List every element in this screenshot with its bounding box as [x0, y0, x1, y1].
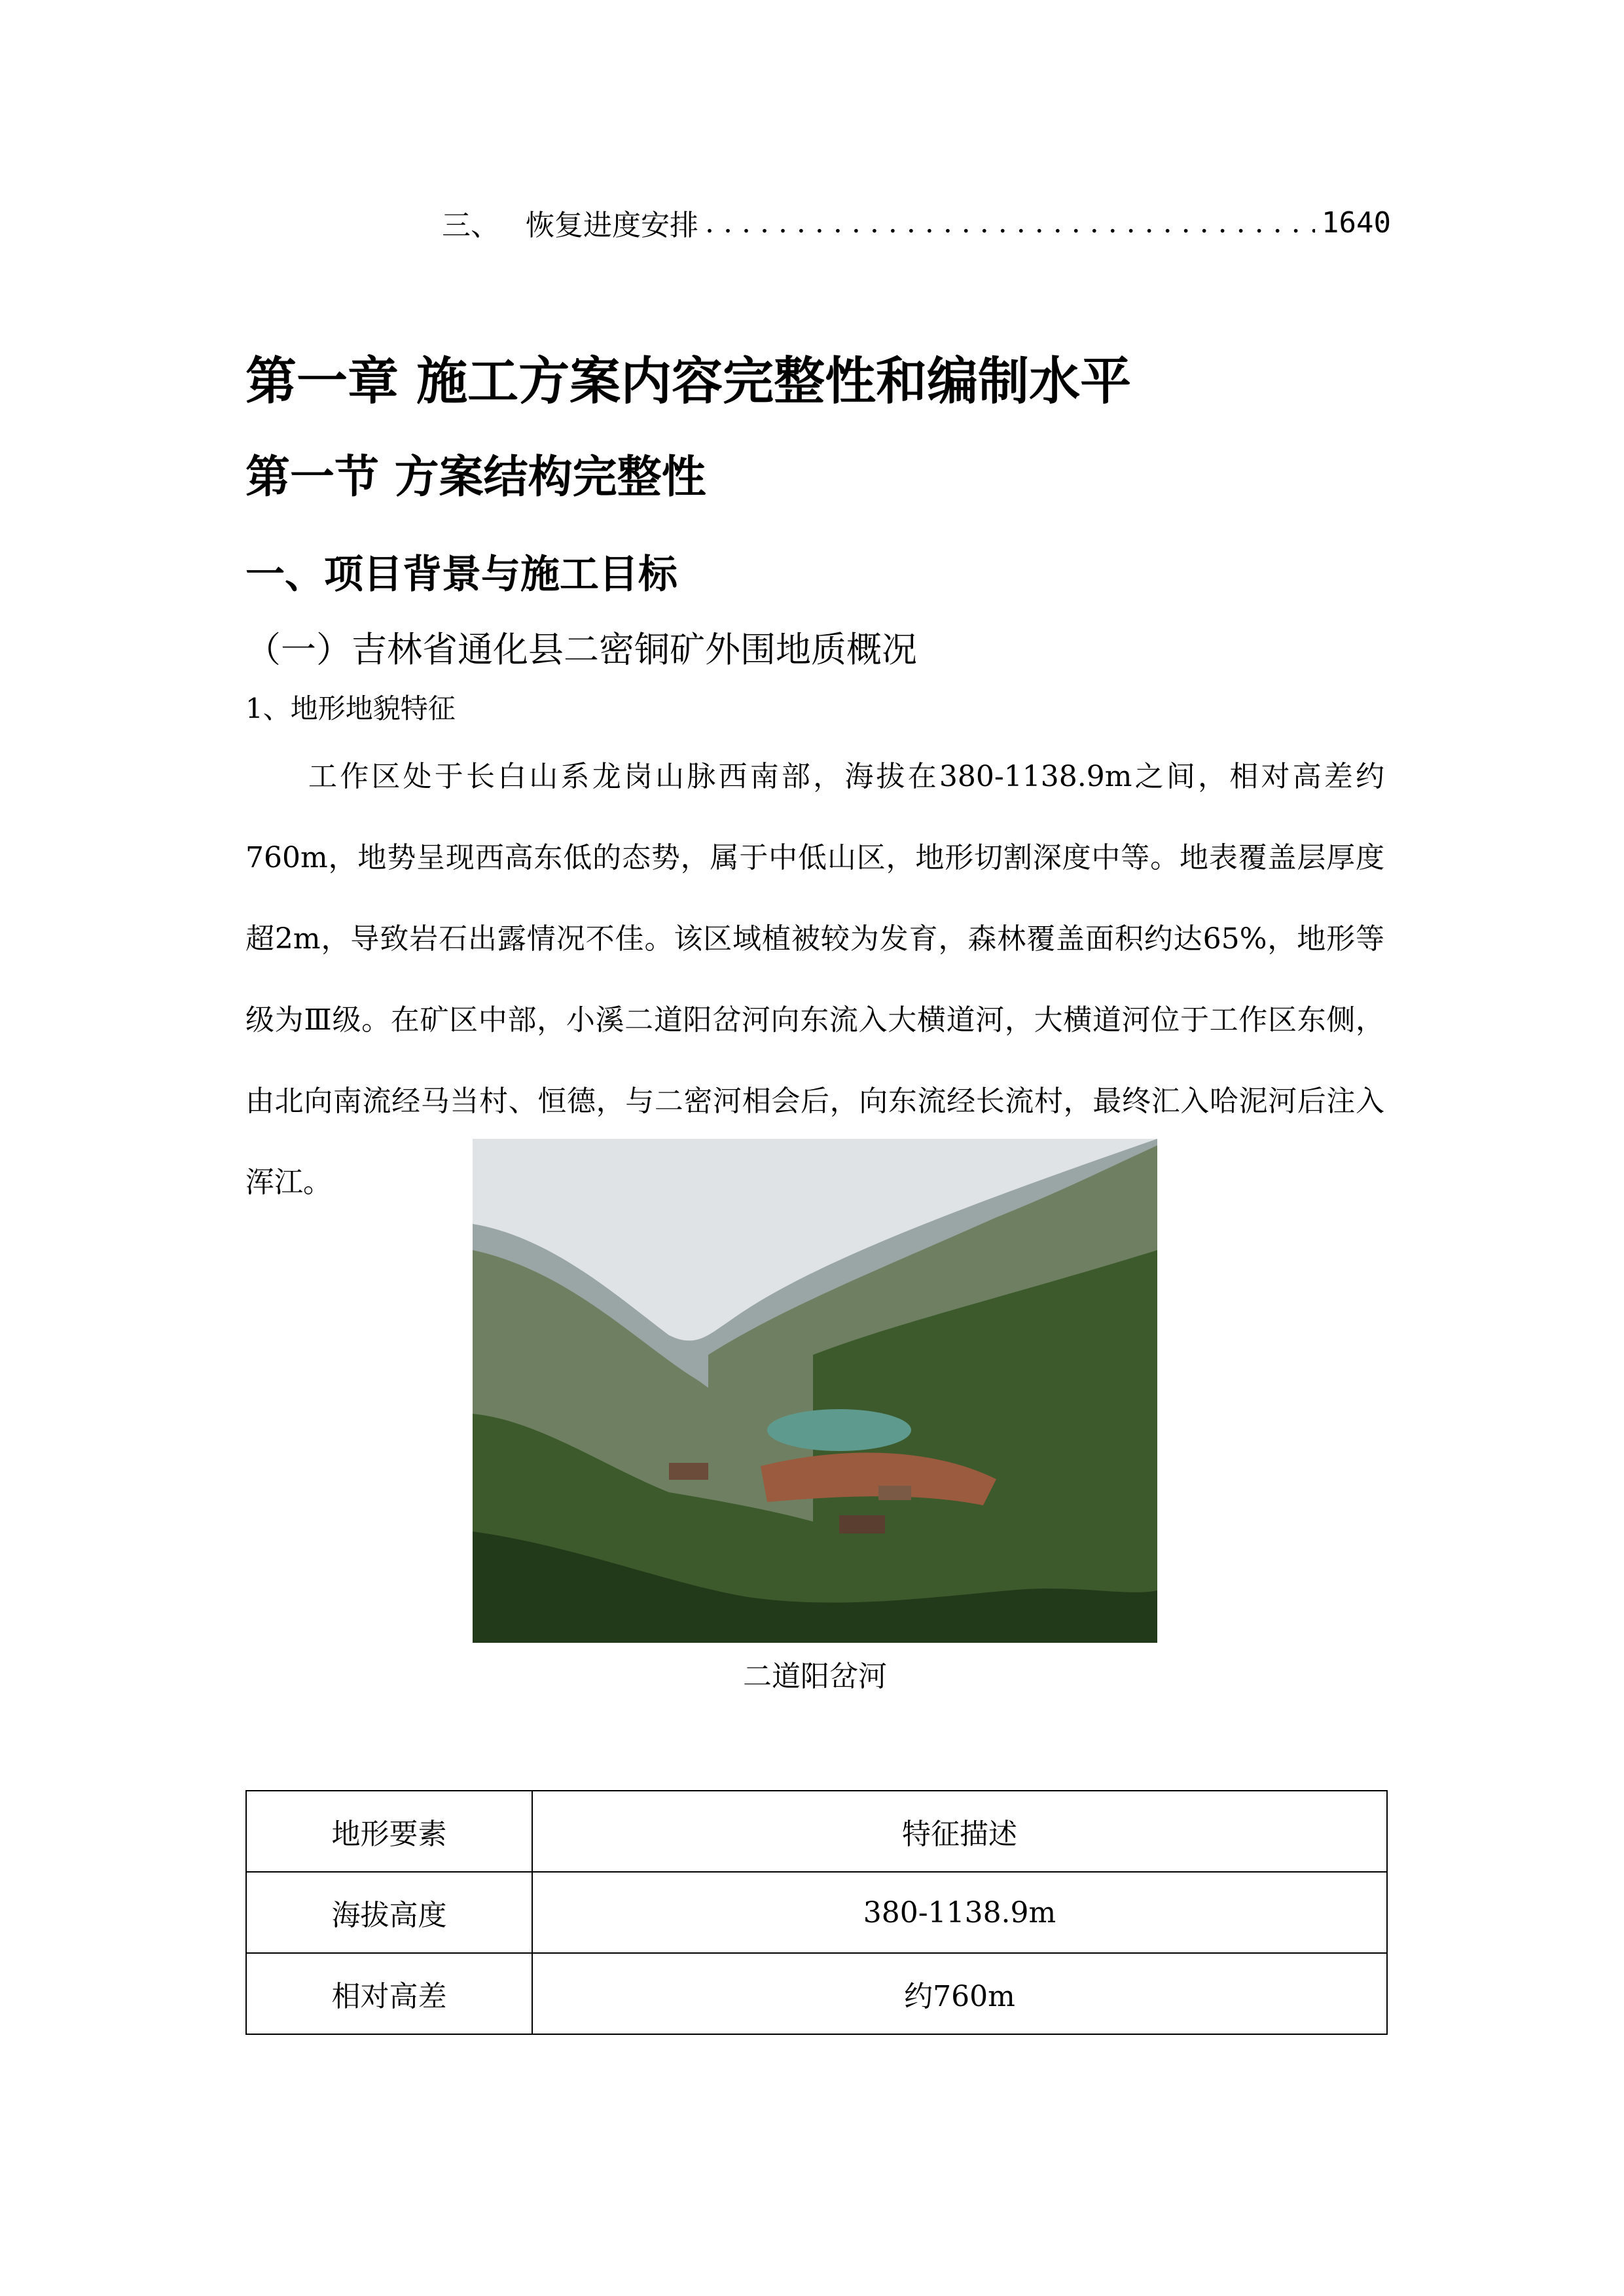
- valley-photo: [473, 1139, 1157, 1643]
- photo-house: [839, 1515, 885, 1534]
- table-header-cell: 地形要素: [246, 1791, 532, 1872]
- photo-river: [767, 1409, 911, 1451]
- toc-entry[interactable]: [442, 196, 1391, 249]
- table-cell: 380-1138.9m: [532, 1872, 1387, 1953]
- chapter-title: 第一章 施工方案内容完整性和编制水平: [245, 351, 1132, 411]
- terrain-paragraph: 工作区处于长白山系龙岗山脉西南部，海拔在380-1138.9m之间，相对高差约760m，地势呈现西高东低的态势，属于中低山区，地形切割深度中等。地表覆盖层厚度超2m，导致岩石出露情况不佳。该区域植被较为发育，森林覆盖面积约达65%，地形等级为Ⅲ级。在矿区中部，小溪二道阳岔河向东流入大横道河，大横道河位于工作区东侧，由北向南流经马当村、恒德，与二密河相会后，向东流经长流村，最终汇入哈泥河后注入浑江。: [245, 760, 1384, 1199]
- item-title: 1、地形地貌特征: [245, 692, 456, 725]
- table-header-row: [246, 1791, 1387, 1872]
- toc-leader-dots: [705, 206, 1315, 240]
- valley-photo-image: [473, 1139, 1157, 1643]
- toc-entry-page: 1640: [1322, 206, 1391, 240]
- table-cell: 相对高差: [246, 1953, 532, 2034]
- table-row: [246, 1953, 1387, 2034]
- subsection-title: 一、项目背景与施工目标: [245, 552, 677, 598]
- table-cell: 海拔高度: [246, 1872, 532, 1953]
- toc-entry-number: 三、: [442, 209, 499, 242]
- section-title: 第一节 方案结构完整性: [245, 451, 706, 503]
- terrain-table: [245, 1790, 1388, 2035]
- toc-entry-title: 恢复进度安排: [526, 209, 698, 242]
- table-cell: 约760m: [532, 1953, 1387, 2034]
- sub-subsection-title: （一）吉林省通化县二密铜矿外围地质概况: [245, 629, 917, 670]
- photo-house: [878, 1486, 911, 1500]
- photo-caption: 二道阳岔河: [743, 1660, 887, 1693]
- table-row: [246, 1872, 1387, 1953]
- photo-house: [669, 1463, 708, 1480]
- table-header-cell: 特征描述: [532, 1791, 1387, 1872]
